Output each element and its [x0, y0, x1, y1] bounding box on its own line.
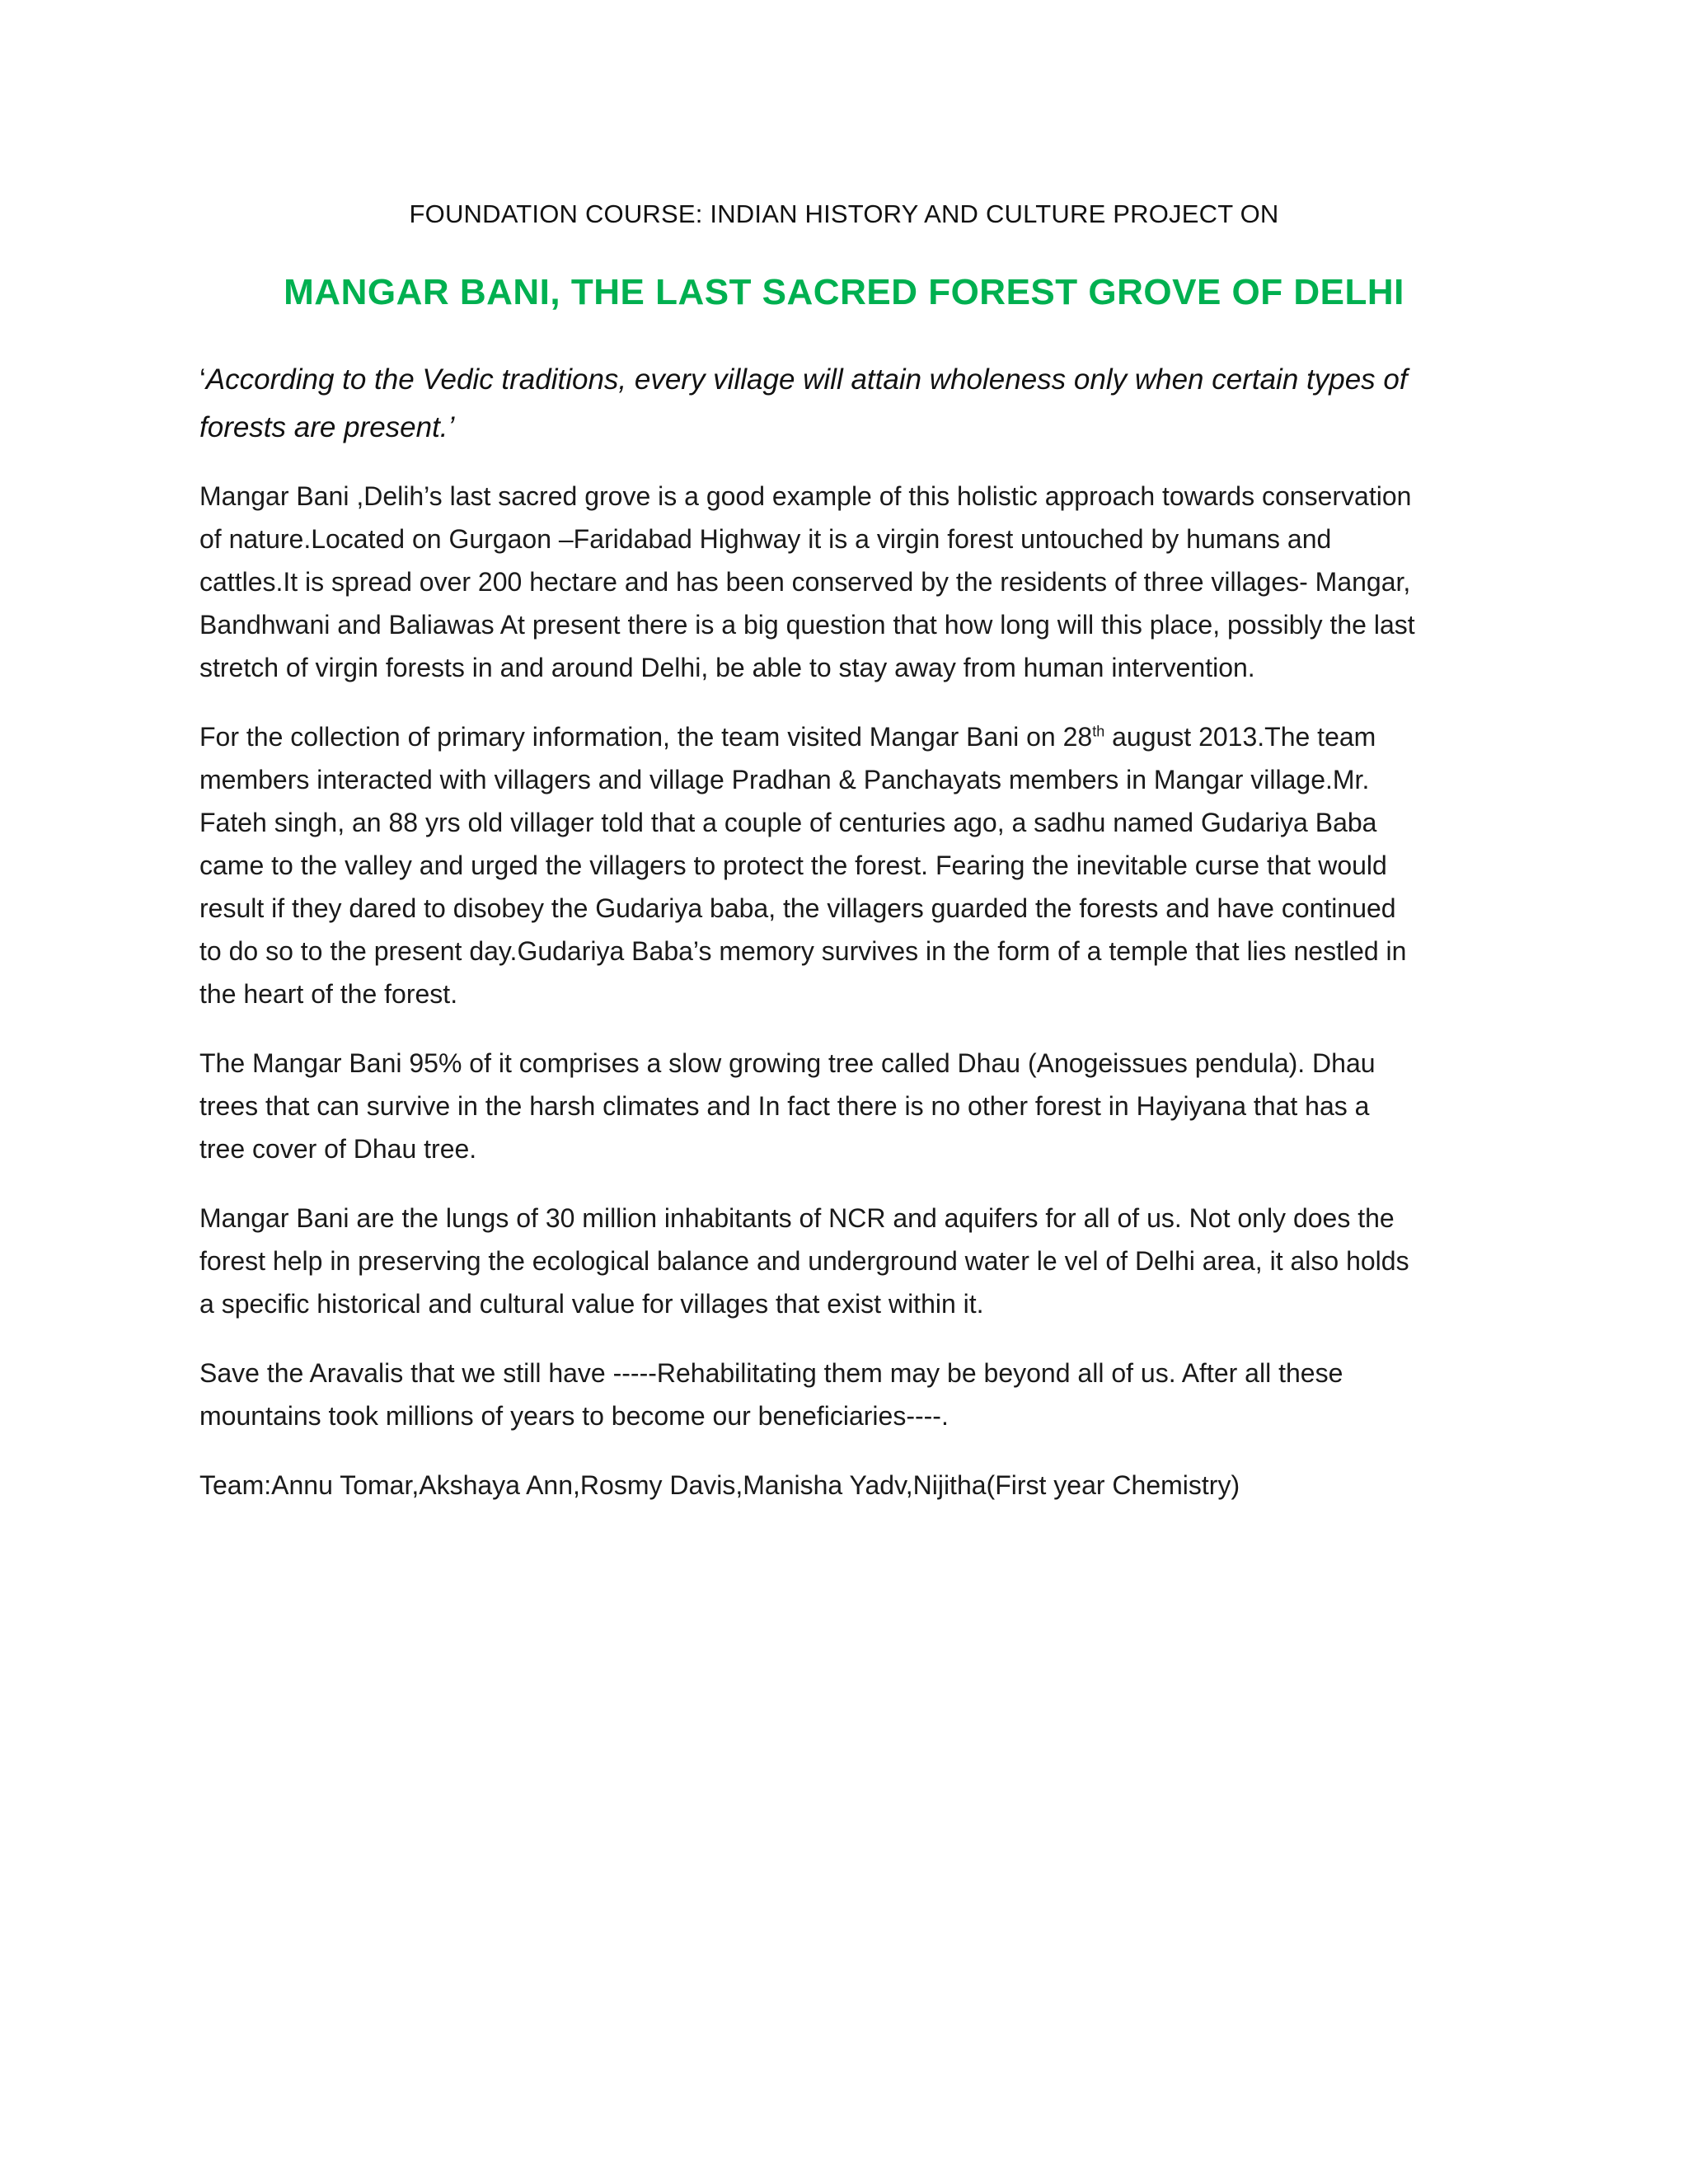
- document-title: MANGAR BANI, THE LAST SACRED FOREST GROVE OF DELHI: [284, 272, 1404, 312]
- paragraph-intro: [199, 475, 1502, 689]
- paragraph-line: tree cover of Dhau tree.: [199, 1134, 477, 1164]
- course-header: FOUNDATION COURSE: INDIAN HISTORY AND CULTURE PROJECT ON: [409, 199, 1279, 228]
- paragraph-line: mountains took millions of years to become our beneficiaries----.: [199, 1401, 949, 1431]
- paragraph-line: of nature.Located on Gurgaon –Faridabad Highway it is a virgin forest untouched by humans and: [199, 524, 1332, 554]
- paragraph-line: [199, 715, 1502, 758]
- paragraph-line: Mangar Bani ,Delih’s last sacred grove is a good example of this holistic approach towards conservation: [199, 481, 1412, 511]
- paragraph-line: cattles.It is spread over 200 hectare and has been conserved by the residents of three villages- Mangar,: [199, 567, 1411, 597]
- paragraph-line: The Mangar Bani 95% of it comprises a slow growing tree called Dhau (Anogeissues pendula). Dhau: [199, 1048, 1376, 1078]
- paragraph-lungs-of-ncr: [199, 1197, 1502, 1325]
- paragraph-line: Save the Aravalis that we still have -----Rehabilitating them may be beyond all of us. After all these: [199, 1358, 1343, 1388]
- paragraph-line: to do so to the present day.Gudariya Baba’s memory survives in the form of a temple that lies nestled in: [199, 936, 1407, 966]
- paragraph-line: trees that can survive in the harsh climates and In fact there is no other forest in Hayiyana that has a: [199, 1091, 1370, 1121]
- paragraph-line: stretch of virgin forests in and around Delhi, be able to stay away from human intervention.: [199, 653, 1255, 682]
- paragraph-line: came to the valley and urged the villagers to protect the forest. Fearing the inevitable curse that would: [199, 851, 1387, 880]
- vedic-quote: [199, 356, 1502, 452]
- paragraph-line: Bandhwani and Baliawas At present there is a big question that how long will this place, possibly the last: [199, 610, 1415, 640]
- paragraph-line: the heart of the forest.: [199, 979, 458, 1009]
- visit-date-rest: august 2013.The team: [1104, 722, 1376, 752]
- paragraph-line: a specific historical and cultural value for villages that exist within it.: [199, 1289, 984, 1319]
- quote-text-1: According to the Vedic traditions, every village will attain wholeness only when certain types of: [205, 363, 1408, 396]
- team-line: Team:Annu Tomar,Akshaya Ann,Rosmy Davis,Manisha Yadv,Nijitha(First year Chemistry): [199, 1470, 1240, 1500]
- paragraph-line: members interacted with villagers and village Pradhan & Panchayats members in Mangar village.Mr.: [199, 765, 1370, 794]
- paragraph-field-visit: [199, 715, 1502, 1015]
- paragraph-line: forest help in preserving the ecological balance and underground water le vel of Delhi area, it also holds: [199, 1246, 1409, 1276]
- paragraph-line: Fateh singh, an 88 yrs old villager told that a couple of centuries ago, a sadhu named Gudariya Baba: [199, 808, 1377, 837]
- paragraph-dhau-trees: [199, 1042, 1502, 1170]
- paragraph-line: Mangar Bani are the lungs of 30 million inhabitants of NCR and aquifers for all of us. Not only does the: [199, 1203, 1395, 1233]
- quote-line-1: [199, 356, 1502, 404]
- visit-date-text: For the collection of primary information, the team visited Mangar Bani on 28: [199, 722, 1093, 752]
- paragraph-line: result if they dared to disobey the Gudariya baba, the villagers guarded the forests and have continued: [199, 893, 1396, 923]
- quote-open-mark: ‘: [199, 363, 206, 396]
- quote-line-2: forests are present.’: [199, 411, 455, 443]
- team-credits: [199, 1464, 1502, 1507]
- ordinal-suffix: th: [1092, 723, 1105, 740]
- paragraph-save-aravalis: [199, 1352, 1502, 1437]
